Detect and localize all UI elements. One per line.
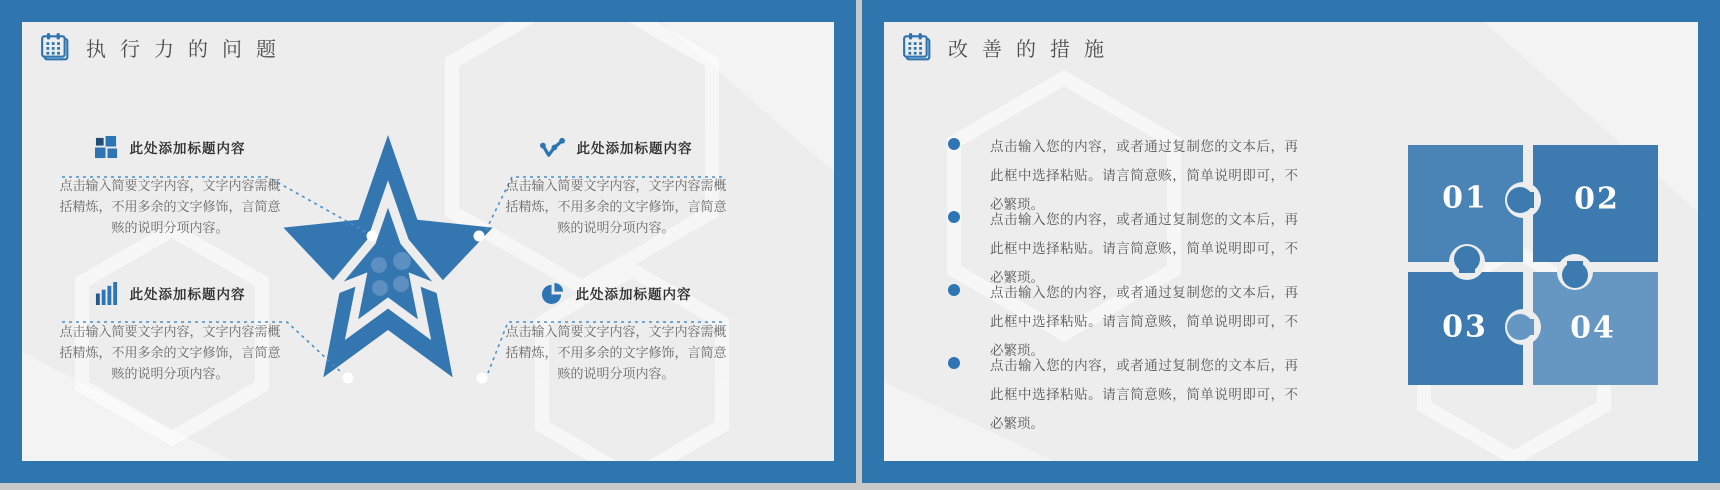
text-block-top-right: [502, 134, 730, 238]
slide-left-title: 执行力的问题: [86, 38, 290, 61]
block-title: 此处添加标题内容: [575, 287, 692, 302]
line-chart-icon: [540, 136, 565, 159]
bar-chart-icon: [95, 282, 118, 305]
grid-icon: [95, 136, 118, 159]
calendar-icon: [902, 32, 932, 62]
bullet-dot-icon: [948, 284, 960, 296]
block-body: 点击输入简要文字内容，文字内容需概括精炼，不用多余的文字修饰，言简意赅的说明分项内容。: [59, 178, 281, 235]
slide-left-header: [40, 32, 290, 62]
bullet-text: 点击输入您的内容，或者通过复制您的文本后，再此框中选择粘贴。请言简意赅，简单说明即可，不必繁琐。: [990, 358, 1298, 431]
calendar-icon: [40, 32, 70, 62]
bullet-dot-icon: [948, 138, 960, 150]
bullet-text: 点击输入您的内容，或者通过复制您的文本后，再此框中选择粘贴。请言简意赅，简单说明即可，不必繁琐。: [990, 285, 1298, 358]
slide-left-execution-problems[interactable]: [0, 0, 856, 483]
pie-chart-icon: [541, 282, 564, 305]
text-block-bottom-left: [56, 280, 284, 384]
block-body: 点击输入简要文字内容，文字内容需概括精炼，不用多余的文字修饰，言简意赅的说明分项内容。: [59, 324, 281, 381]
block-title: 此处添加标题内容: [129, 141, 246, 156]
puzzle-label-03: 03: [1442, 309, 1488, 345]
text-block-top-left: [56, 134, 284, 238]
block-body: 点击输入简要文字内容，文字内容需概括精炼，不用多余的文字修饰，言简意赅的说明分项内容。: [505, 324, 727, 381]
block-body: 点击输入简要文字内容，文字内容需概括精炼，不用多余的文字修饰，言简意赅的说明分项内容。: [505, 178, 727, 235]
bullet-item: [948, 351, 1308, 438]
slide-right-improvement-measures[interactable]: [862, 0, 1720, 483]
puzzle-label-01: 01: [1442, 180, 1488, 216]
puzzle-label-04: 04: [1570, 310, 1616, 346]
bullet-text: 点击输入您的内容，或者通过复制您的文本后，再此框中选择粘贴。请言简意赅，简单说明即可，不必繁琐。: [990, 212, 1298, 285]
text-block-bottom-right: [502, 280, 730, 384]
puzzle-label-02: 02: [1574, 181, 1620, 217]
bullet-dot-icon: [948, 211, 960, 223]
bullet-dot-icon: [948, 357, 960, 369]
block-title: 此处添加标题内容: [576, 141, 693, 156]
dashed-connectors: [22, 22, 834, 461]
block-title: 此处添加标题内容: [129, 287, 246, 302]
slide-right-title: 改善的措施: [948, 38, 1118, 61]
slide-right-header: [902, 32, 1118, 62]
bullet-text: 点击输入您的内容，或者通过复制您的文本后，再此框中选择粘贴。请言简意赅，简单说明即可，不必繁琐。: [990, 139, 1298, 212]
